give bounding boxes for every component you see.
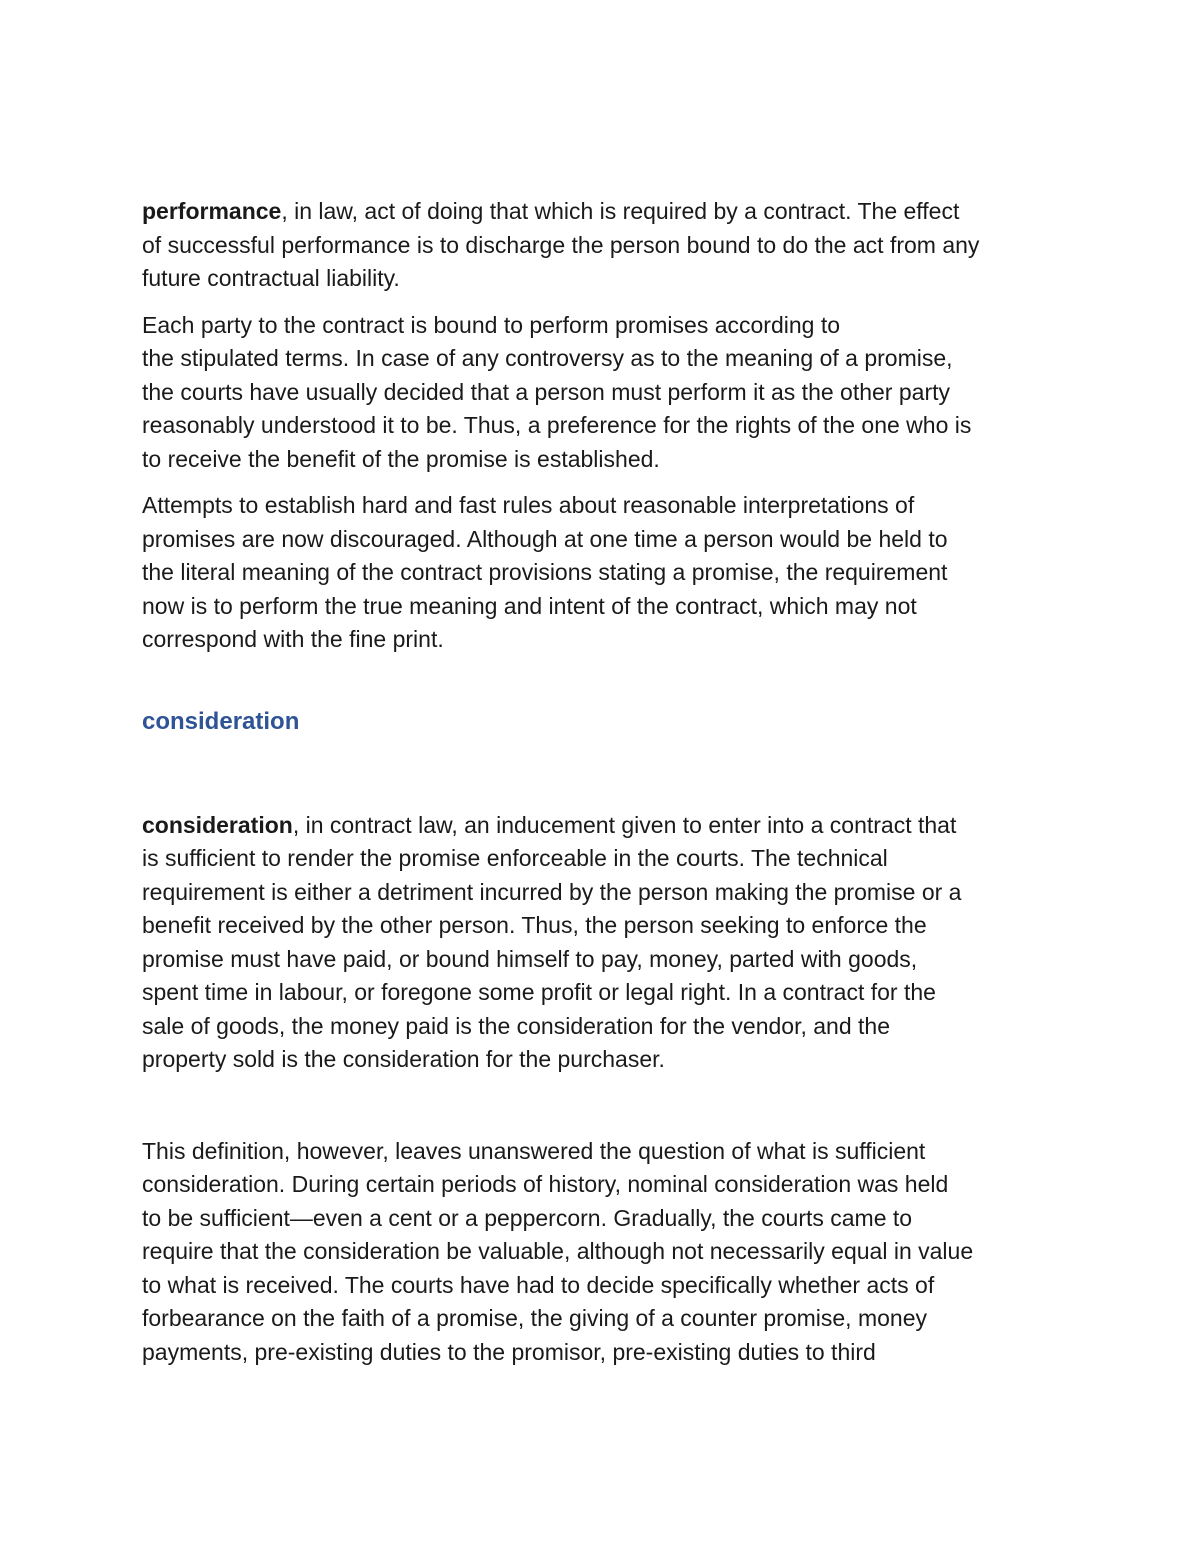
document-body: [142, 195, 1072, 1369]
text-line: consideration. During certain periods of history, nominal consideration was held: [142, 1171, 949, 1197]
text-line: correspond with the fine print.: [142, 626, 444, 652]
spacer: [142, 657, 1072, 705]
performance-paragraph-1: [142, 195, 1072, 296]
performance-paragraph-3: [142, 489, 1072, 657]
text-line: to be sufficient—even a cent or a peppercorn. Gradually, the courts came to: [142, 1204, 913, 1231]
spacer: [142, 476, 1072, 489]
spacer: [142, 296, 1072, 309]
text-line: Each party to the contract is bound to perform promises according to: [142, 311, 841, 338]
text-line: now is to perform the true meaning and intent of the contract, which may not: [142, 592, 917, 619]
text-line: the stipulated terms. In case of any controversy as to the meaning of a promise,: [142, 345, 953, 371]
text-line: require that the consideration be valuable, although not necessarily equal in value: [142, 1238, 974, 1264]
text-line: [142, 809, 1072, 843]
text-line: promises are now discouraged. Although at one time a person would be held to: [142, 525, 948, 552]
text-line: property sold is the consideration for the purchaser.: [142, 1046, 665, 1072]
consideration-paragraph-2: [142, 1135, 1072, 1370]
spacer: [142, 1077, 1072, 1135]
text-line: of successful performance is to discharge the person bound to do the act from any: [142, 231, 980, 258]
text-fragment: , in contract law, an inducement given to enter into a contract that: [292, 811, 957, 838]
text-line: promise must have paid, or bound himself to pay, money, parted with goods,: [142, 945, 918, 972]
text-line: forbearance on the faith of a promise, the giving of a counter promise, money: [142, 1305, 927, 1331]
text-line: payments, pre-existing duties to the promisor, pre-existing duties to third: [142, 1338, 876, 1365]
text-line: the literal meaning of the contract provisions stating a promise, the requirement: [142, 559, 948, 585]
text-line: benefit received by the other person. Thus, the person seeking to enforce the: [142, 912, 927, 938]
term-performance: performance: [142, 198, 282, 224]
text-line: is sufficient to render the promise enforceable in the courts. The technical: [142, 845, 888, 871]
text-line: reasonably understood it to be. Thus, a preference for the rights of the one who is: [142, 412, 972, 438]
text-line: the courts have usually decided that a person must perform it as the other party: [142, 378, 950, 405]
consideration-paragraph-1: [142, 809, 1072, 1077]
text-line: requirement is either a detriment incurred by the person making the promise or a: [142, 878, 962, 905]
text-line: future contractual liability.: [142, 265, 400, 291]
text-line: to what is received. The courts have had to decide specifically whether acts of: [142, 1271, 935, 1298]
text-line: [142, 195, 1072, 229]
text-line: Attempts to establish hard and fast rules about reasonable interpretations of: [142, 492, 915, 518]
spacer: [142, 739, 1072, 809]
performance-paragraph-2: [142, 309, 1072, 477]
text-line: sale of goods, the money paid is the consideration for the vendor, and the: [142, 1012, 890, 1039]
text-line: spent time in labour, or foregone some profit or legal right. In a contract for the: [142, 979, 936, 1005]
section-heading-consideration: consideration: [142, 707, 300, 735]
text-fragment: , in law, act of doing that which is required by a contract. The effect: [281, 198, 960, 224]
term-consideration: consideration: [142, 811, 293, 838]
text-line: to receive the benefit of the promise is established.: [142, 445, 660, 472]
text-line: This definition, however, leaves unanswered the question of what is sufficient: [142, 1137, 926, 1164]
